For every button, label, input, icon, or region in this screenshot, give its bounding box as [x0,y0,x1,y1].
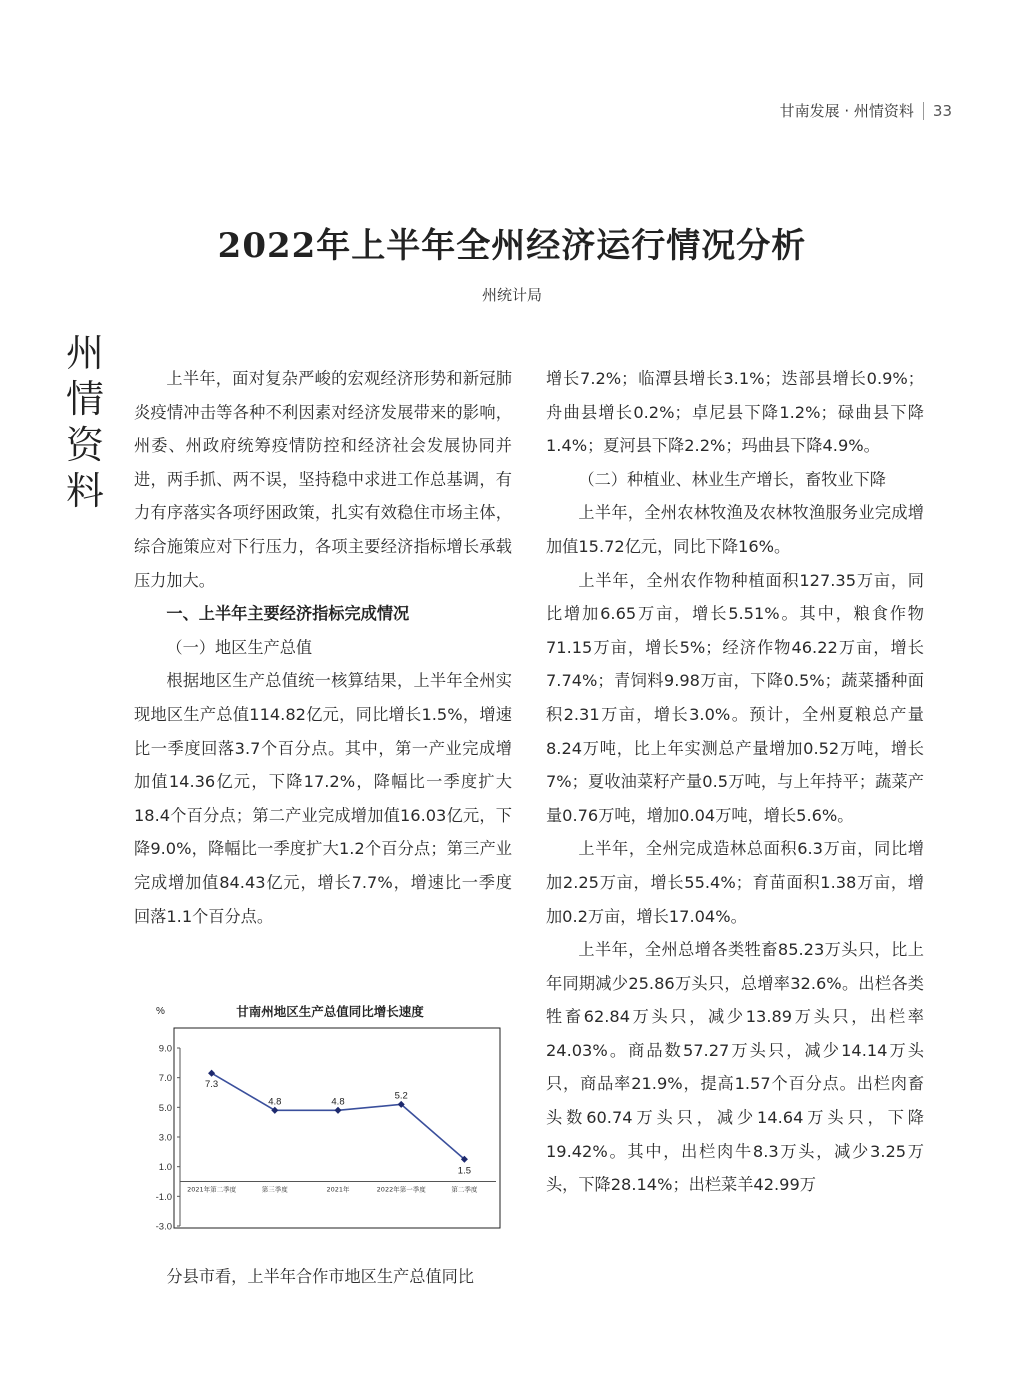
chart-frame [174,1028,500,1228]
chart-x-tick-label: 第二季度 [451,1185,478,1194]
article-author: 州统计局 [481,286,542,304]
paragraph-intro: 上半年，面对复杂严峻的宏观经济形势和新冠肺炎疫情冲击等各种不利因素对经济发展带来的影响，州委、州政府统筹疫情防控和经济社会发展协同并进，两手抓、两不误，坚持稳中求进工作总基调，有力有序落实各项纾困政策，扎实有效稳住市场主体，综合施策应对下行压力，各项主要经济指标增长承载压力加大。 [134,369,512,590]
chart-title: 甘南州地区生产总值同比增长速度 [236,1004,424,1019]
chart-data-point [271,1107,278,1114]
left-column-continued [134,1260,512,1294]
subsection-heading: （一）地区生产总值 [166,637,313,657]
chart-x-tick-label: 第三季度 [261,1185,288,1194]
paragraph-county: 分县市看，上半年合作市地区生产总值同比 [166,1267,474,1286]
article-title: 2022年上半年全州经济运行情况分析 [217,226,807,266]
right-column [546,362,924,1202]
chart-y-tick-label: 1.0 [158,1162,172,1174]
left-column [134,362,512,933]
paragraph-gdp: 根据地区生产总值统一核算结果，上半年全州实现地区生产总值114.82亿元，同比增长1.5%，增速比一季度回落3.7个百分点。其中，第一产业完成增加值14.36亿元，下降17.2%，降幅比一季度扩大18.4个百分点；第二产业完成增加值16.03亿元，下降9.0%，降幅比一季度扩大1.2个百分点；第三产业完成增加值84.43亿元，增长7.7%，增速比一季度回落1.1个百分点。 [134,671,512,926]
sidebar-char: 情 [65,377,104,421]
gdp-growth-chart [134,994,512,1244]
sidebar-char: 料 [65,469,104,513]
chart-data-label: 4.8 [268,1096,282,1108]
paragraph-county-cont: 增长7.2%；临潭县增长3.1%；迭部县增长0.9%；舟曲县增长0.2%；卓尼县下降1.2%；碌曲县下降1.4%；夏河县下降2.2%；玛曲县下降4.9%。 [546,369,924,456]
chart-y-unit: % [156,1006,165,1017]
paragraph-agri-total: 上半年，全州农林牧渔及农林牧渔服务业完成增加值15.72亿元，同比下降16%。 [546,503,924,556]
chart-y-tick-label: -1.0 [155,1191,172,1203]
chart-x-tick-label: 2021年 [326,1185,350,1194]
header-divider [923,102,924,120]
chart-data-label: 7.3 [204,1079,219,1091]
paragraph-crops: 上半年，全州农作物种植面积127.35万亩，同比增加6.65万亩，增长5.51%。其中，粮食作物71.15万亩，增长5%；经济作物46.22万亩，增长7.74%；青饲料9.98万亩，下降0.5%；蔬菜播种面积2.31万亩，增长3.0%。预计，全州夏粮总产量8.24万吨，比上年实测总产量增加0.52万吨，增长7%；夏收油菜籽产量0.5万吨，与上年持平；蔬菜产量0.76万吨，增加0.04万吨，增长5.6%。 [546,570,924,825]
page-number: 33 [932,101,952,120]
chart-data-label: 4.8 [331,1096,345,1108]
chart-data-label: 1.5 [457,1165,472,1177]
chart-y-tick-label: 9.0 [158,1043,172,1055]
chart-y-tick-label: 5.0 [158,1102,172,1114]
chart-svg [134,994,512,1244]
chart-series-line [212,1073,465,1159]
chart-x-tick-label: 2021年第二季度 [187,1185,237,1194]
chart-data-label: 5.2 [394,1090,408,1102]
paragraph-forestry: 上半年，全州完成造林总面积6.3万亩，同比增加2.25万亩，增长55.4%；育苗面积1.38万亩，增加0.2万亩，增长17.04%。 [546,839,924,926]
chart-y-tick-label: -3.0 [155,1221,172,1233]
section-heading: 一、上半年主要经济指标完成情况 [166,604,410,624]
sidebar-char: 州 [65,331,104,375]
chart-data-point [208,1070,215,1077]
subsection-heading: （二）种植业、林业生产增长，畜牧业下降 [578,469,886,489]
running-header [780,100,952,121]
header-text: 甘南发展 · 州情资料 [779,102,914,120]
chart-x-tick-label: 2022年第一季度 [376,1185,426,1194]
chart-y-tick-label: 3.0 [158,1132,172,1144]
chart-data-point [334,1107,341,1114]
paragraph-livestock: 上半年，全州总增各类牲畜85.23万头只，比上年同期减少25.86万头只，总增率32.6%。出栏各类牲畜62.84万头只，减少13.89万头只，出栏率24.03%。商品数57.27万头只，减少14.14万头只，商品率21.9%，提高1.57个百分点。出栏肉畜头数60.74万头只，减少14.64万头只，下降19.42%。其中，出栏肉牛8.3万头，减少3.25万头，下降28.14%；出栏菜羊42.99万 [546,940,924,1195]
section-sidebar-label [62,330,108,514]
sidebar-char: 资 [65,423,104,467]
chart-y-tick-label: 7.0 [158,1073,172,1085]
